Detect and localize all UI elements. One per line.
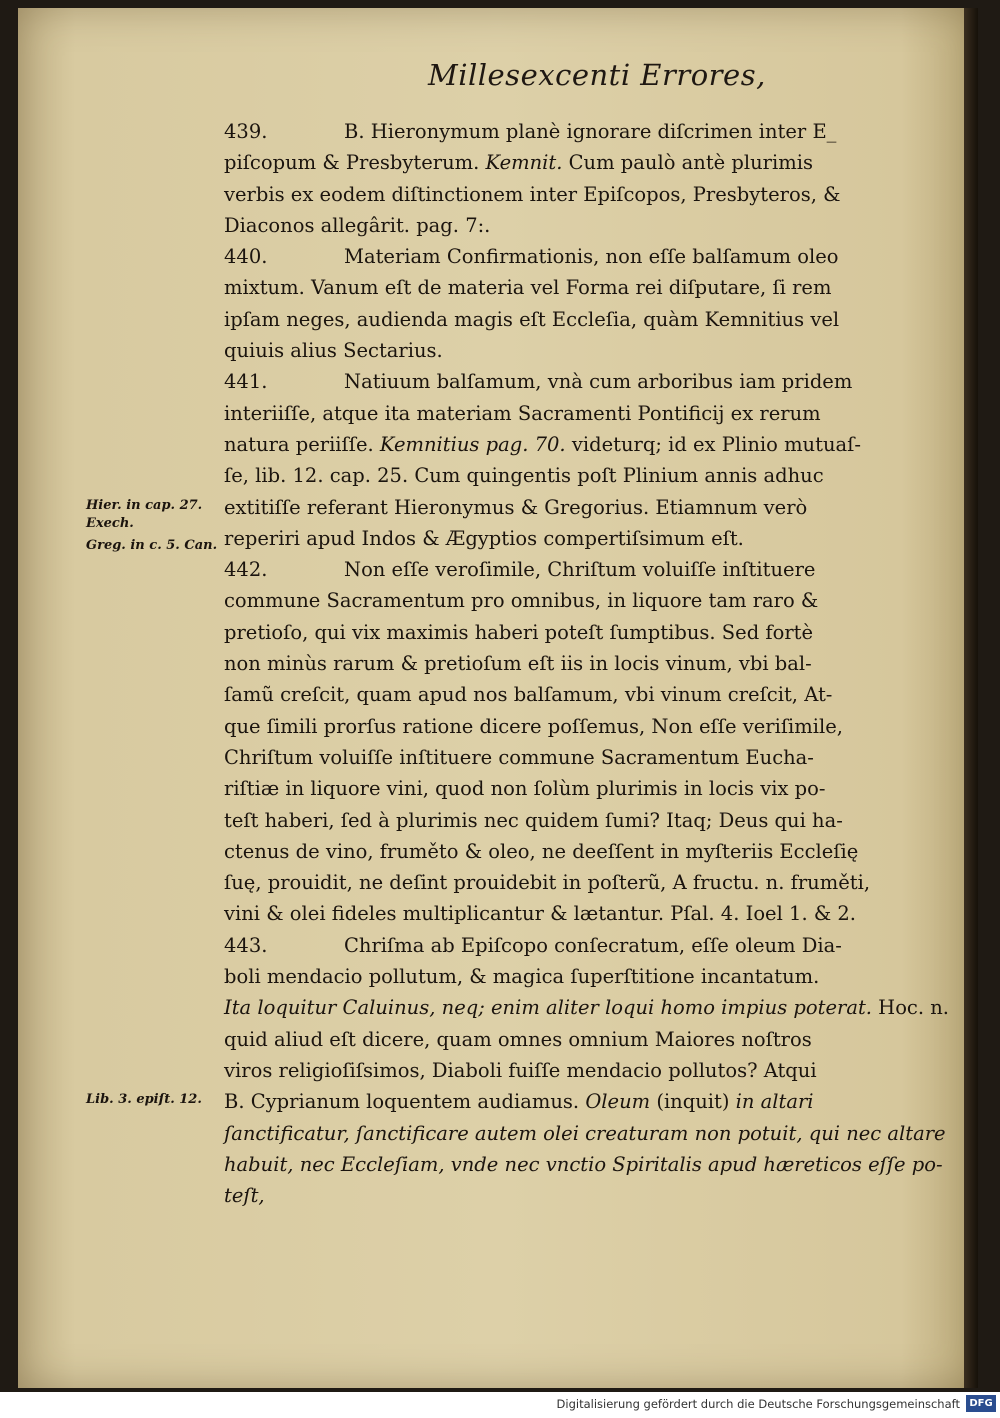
text-line — [224, 898, 914, 929]
text-line — [224, 1149, 943, 1180]
line-segment: Hoc. n. — [871, 996, 950, 1020]
text-line — [224, 179, 914, 210]
dfg-logo: DFG — [966, 1395, 996, 1412]
margin-note: Hier. in cap. 27. — [86, 497, 203, 513]
line-segment: ctenus de vino, fruměto & oleo, ne deeſſent in myſteriis Eccleſię — [224, 839, 859, 863]
line-segment: quid aliud eſt dicere, quam omnes omnium Maiores noſtros — [224, 1027, 812, 1051]
line-segment: teſt, — [224, 1184, 265, 1208]
margin-note: Greg. in c. 5. Can. — [86, 538, 218, 554]
article-number: 442. — [224, 558, 268, 582]
page-binding-edge — [964, 8, 978, 1388]
line-segment: Non eſſe veroſimile, Chriſtum voluiſſe inſtituere — [344, 558, 816, 582]
text-line — [224, 147, 914, 178]
text-line — [224, 1118, 946, 1149]
line-segment: verbis ex eodem diſtinctionem inter Epiſcopos, Presbyteros, & — [224, 182, 841, 206]
line-segment: Chriſtum voluiſſe inſtituere commune Sacramentum Eucha- — [224, 745, 814, 769]
line-segment: (inquit) — [650, 1090, 736, 1114]
text-line — [224, 304, 914, 335]
line-segment: Ita loquitur Caluinus, neq; enim aliter loqui homo impius poterat. — [224, 996, 872, 1020]
text-line — [224, 836, 914, 867]
line-segment: quiuis alius Sectarius. — [224, 339, 443, 363]
margin-note: Exech. — [86, 516, 134, 532]
text-line — [224, 1055, 914, 1086]
text-line — [224, 1180, 914, 1211]
article-number: 443. — [224, 933, 268, 957]
text-line — [224, 335, 914, 366]
line-segment: extitiſſe referant Hieronymus & Gregorius. Etiamnum verò — [224, 495, 808, 519]
line-segment: interiiſſe, atque ita materiam Sacramenti Pontificij ex rerum — [224, 401, 821, 425]
line-segment: ſamũ creſcit, quam apud nos balſamum, vbi vinum creſcit, At- — [224, 683, 833, 707]
article-number: 440. — [224, 245, 268, 269]
text-line — [224, 961, 914, 992]
text-line — [224, 711, 914, 742]
line-segment: natura periiſſe. — [224, 432, 380, 456]
margin-note: Lib. 3. epiſt. 12. — [86, 1092, 202, 1108]
line-segment: Cum paulò antè plurimis — [562, 151, 813, 175]
line-segment: commune Sacramentum pro omnibus, in liquore tam raro & — [224, 589, 819, 613]
line-segment: in altari — [735, 1090, 814, 1114]
text-line — [224, 1086, 914, 1117]
text-line — [224, 992, 950, 1023]
line-segment: Kemnitius pag. 70. — [379, 432, 566, 456]
line-segment: videturq; id ex Plinio mutuaſ- — [565, 432, 861, 456]
line-segment: B. Hieronymum planè ignorare diſcrimen inter E_ — [344, 120, 837, 143]
text-line — [224, 1024, 914, 1055]
line-segment: Diaconos allegârit. pag. 7:. — [224, 213, 491, 237]
text-line — [224, 460, 914, 491]
line-segment: Materiam Confirmationis, non eſſe balſamum oleo — [344, 245, 839, 269]
running-head: Millesexcenti Errores, — [428, 58, 766, 92]
line-segment: viros religioſiſsimos, Diaboli fuiſſe mendacio pollutos? Atqui — [224, 1058, 817, 1082]
line-segment: pretioſo, qui vix maximis haberi poteſt ſumptibus. Sed fortè — [224, 620, 814, 644]
text-line — [224, 930, 914, 961]
line-segment: Oleum — [585, 1090, 651, 1114]
text-line — [224, 742, 914, 773]
text-line — [224, 585, 914, 616]
text-line — [224, 241, 914, 272]
text-line — [224, 867, 914, 898]
line-segment: ſe, lib. 12. cap. 25. Cum quingentis poſt Plinium annis adhuc — [224, 464, 824, 488]
line-segment: habuit, nec Eccleſiam, vnde nec vnctio Spiritalis apud hæreticos eſſe po- — [224, 1152, 943, 1176]
footer-credit: Digitalisierung gefördert durch die Deutsche Forschungsgemeinschaft — [556, 1397, 960, 1411]
text-line — [224, 210, 914, 241]
text-line — [224, 272, 914, 303]
line-segment: Chriſma ab Epiſcopo conſecratum, eſſe oleum Dia- — [344, 933, 842, 957]
text-line — [224, 523, 914, 554]
text-line — [224, 679, 914, 710]
line-segment: Natiuum balſamum, vnà cum arboribus iam pridem — [344, 370, 853, 394]
line-segment: piſcopum & Presbyterum. — [224, 151, 486, 175]
text-line — [224, 492, 914, 523]
text-line — [224, 429, 914, 460]
text-line — [224, 554, 914, 585]
text-line — [224, 617, 914, 648]
line-segment: Kemnit. — [485, 151, 563, 175]
line-segment: que ſimili prorſus ratione dicere poſſemus, Non eſſe veriſimile, — [224, 714, 843, 738]
article-number: 439. — [224, 120, 268, 143]
line-segment: vini & olei fideles multiplicantur & lætantur. Pſal. 4. Ioel 1. & 2. — [224, 902, 856, 926]
line-segment: boli mendacio pollutum, & magica ſuperſtitione incantatum. — [224, 965, 820, 989]
book-page — [18, 8, 978, 1388]
line-segment: ſanctificatur, ſanctificare autem olei creaturam non potuit, qui nec altare — [224, 1121, 946, 1145]
text-line — [224, 398, 914, 429]
text-line — [224, 805, 914, 836]
line-segment: reperiri apud Indos & Ægyptios compertiſsimum eſt. — [224, 526, 744, 550]
line-segment: ipſam neges, audienda magis eſt Eccleſia, quàm Kemnitius vel — [224, 307, 840, 331]
text-line — [224, 116, 914, 147]
text-line — [224, 648, 914, 679]
text-line — [224, 773, 914, 804]
line-segment: non minùs rarum & pretioſum eſt iis in locis vinum, vbi bal- — [224, 652, 812, 676]
line-segment: mixtum. Vanum eſt de materia vel Forma rei diſputare, ſi rem — [224, 276, 832, 300]
line-segment: ſuę, prouidit, ne deſint prouidebit in poſterũ, A fructu. n. fruměti, — [224, 871, 871, 895]
line-segment: B. Cyprianum loquentem audiamus. — [224, 1090, 586, 1114]
footer-bar — [0, 1392, 1000, 1418]
article-number: 441. — [224, 370, 268, 394]
text-line — [224, 366, 914, 397]
text-block — [224, 116, 950, 1211]
line-segment: teſt haberi, ſed à plurimis nec quidem ſumi? Itaq; Deus qui ha- — [224, 808, 843, 832]
line-segment: riſtiæ in liquore vini, quod non ſolùm plurimis in locis vix po- — [224, 777, 826, 801]
